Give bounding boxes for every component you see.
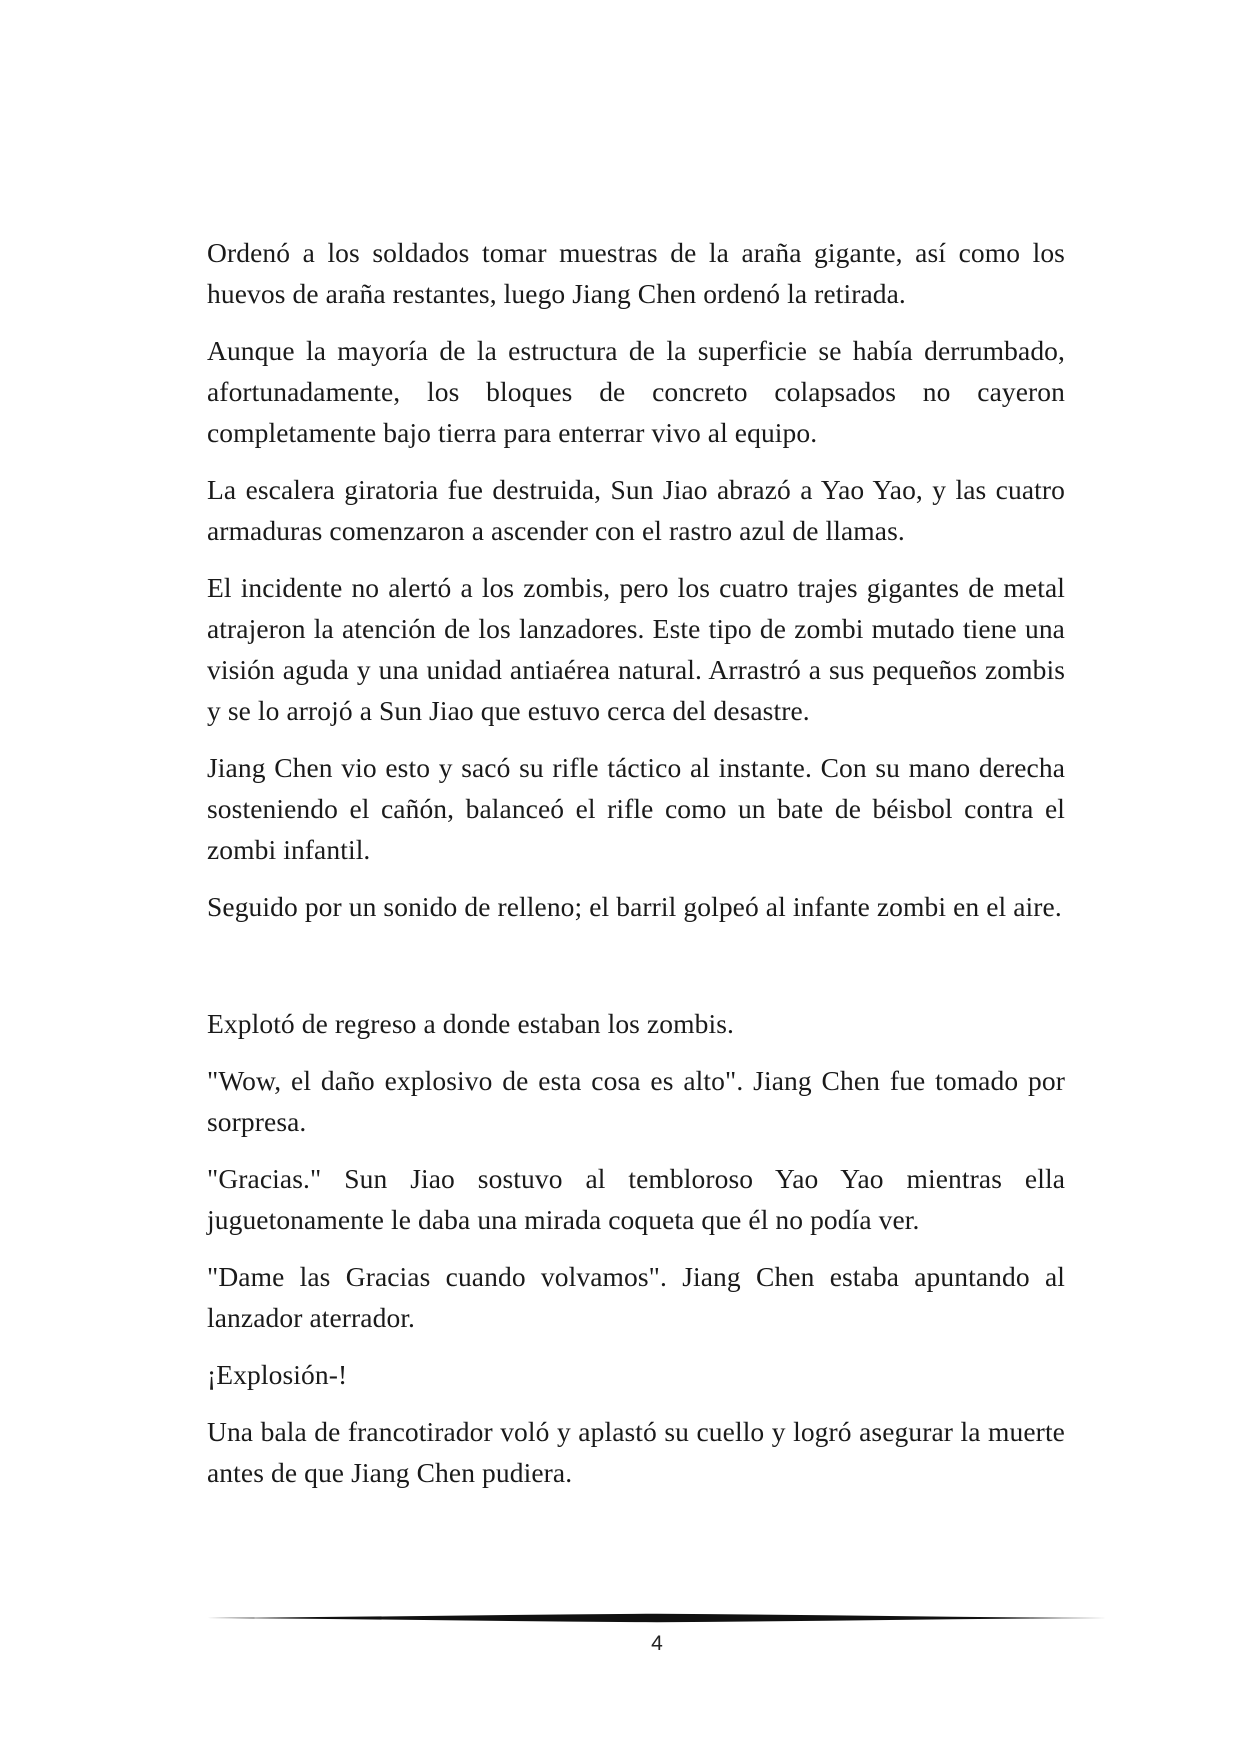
paragraph: "Gracias." Sun Jiao sostuvo al tembloroso Yao Yao mientras ella juguetonamente le daba una mirada coqueta que él no podía ver. [207, 1163, 1065, 1235]
paragraph: Aunque la mayoría de la estructura de la superficie se había derrumbado, afortunadamente, los bloques de concreto colapsados no cayeron completamente bajo tierra para enterrar vivo al equipo. [207, 335, 1065, 448]
paragraph: Ordenó a los soldados tomar muestras de la araña gigante, así como los huevos de araña restantes, luego Jiang Chen ordenó la retirada. [207, 237, 1065, 309]
paragraph: "Wow, el daño explosivo de esta cosa es alto". Jiang Chen fue tomado por sorpresa. [207, 1065, 1065, 1137]
paragraph: Explotó de regreso a donde estaban los zombis. [207, 1008, 734, 1039]
paragraph: ¡Explosión-! [207, 1359, 348, 1390]
paragraph: La escalera giratoria fue destruida, Sun Jiao abrazó a Yao Yao, y las cuatro armaduras comenzaron a ascender con el rastro azul de llamas. [207, 474, 1065, 546]
paragraph: "Dame las Gracias cuando volvamos". Jiang Chen estaba apuntando al lanzador aterrador. [207, 1261, 1065, 1333]
footer-divider [207, 1612, 1107, 1624]
paragraph: Jiang Chen vio esto y sacó su rifle táctico al instante. Con su mano derecha sosteniendo el cañón, balanceó el rifle como un bate de béisbol contra el zombi infantil. [207, 752, 1065, 865]
page-number: 4 [651, 1632, 663, 1655]
paragraph: Una bala de francotirador voló y aplastó su cuello y logró asegurar la muerte antes de que Jiang Chen pudiera. [207, 1416, 1065, 1488]
body-text [207, 232, 1065, 1509]
paragraph: El incidente no alertó a los zombis, pero los cuatro trajes gigantes de metal atrajeron la atención de los lanzadores. Este tipo de zombi mutado tiene una visión aguda y una unidad antiaérea natural. Arrastró a sus pequeños zombis y se lo arrojó a Sun Jiao que estuvo cerca del desastre. [207, 572, 1065, 726]
paragraph: Seguido por un sonido de relleno; el barril golpeó al infante zombi en el aire. [207, 891, 1062, 922]
